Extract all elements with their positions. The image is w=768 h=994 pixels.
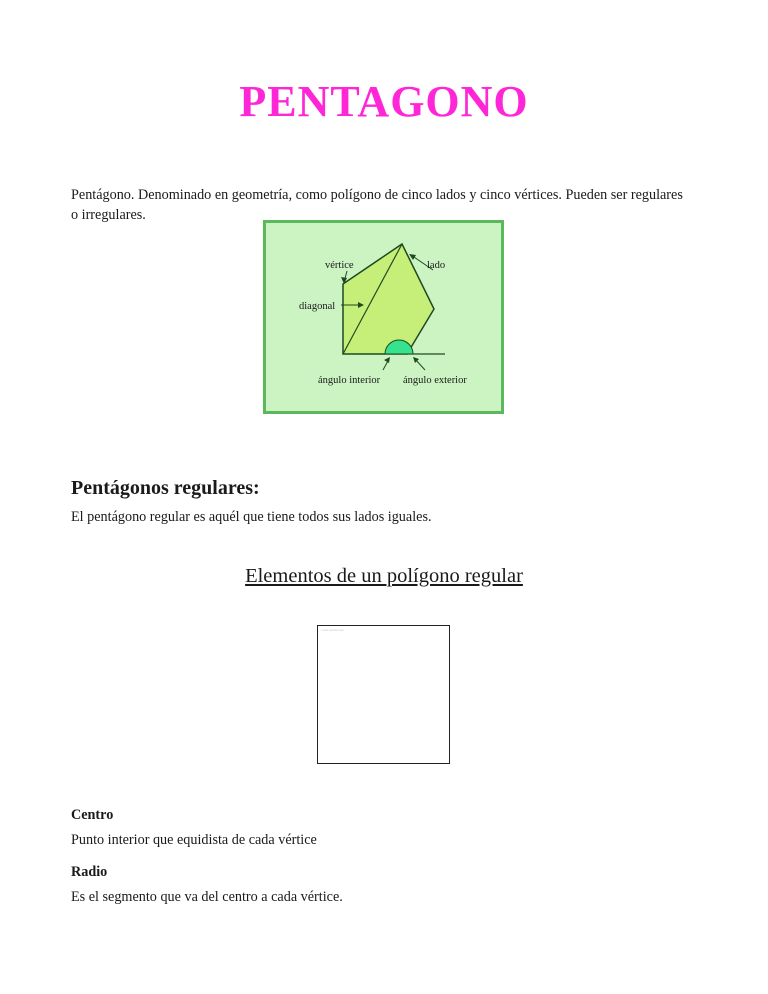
image-caption: ▪ ▪▪▪▪▪ ▪▪▪▪▪▪▪▪ ▪▪▪▪▪ — [321, 628, 344, 632]
pentagon-diagram — [263, 220, 504, 414]
label-angulo-exterior: ángulo exterior — [403, 375, 467, 386]
regulares-paragraph: El pentágono regular es aquél que tiene todos sus lados iguales. — [71, 509, 432, 525]
intro-paragraph: Pentágono. Denominado en geometría, como polígono de cinco lados y cinco vértices. Pueden ser regulares o irregulares. — [71, 187, 683, 223]
label-angulo-interior: ángulo interior — [318, 375, 381, 386]
term-centro: Centro — [71, 807, 114, 823]
label-vertice: vértice — [325, 260, 354, 271]
page-title: PENTAGONO — [239, 77, 529, 126]
section-heading-elementos: Elementos de un polígono regular — [245, 565, 523, 587]
label-lado: lado — [427, 260, 446, 271]
definition-centro: Punto interior que equidista de cada vértice — [71, 832, 317, 848]
term-radio: Radio — [71, 864, 108, 880]
definition-radio: Es el segmento que va del centro a cada vértice. — [71, 889, 343, 905]
section-heading-regulares: Pentágonos regulares: — [71, 477, 260, 499]
label-diagonal: diagonal — [299, 301, 336, 312]
regular-polygon-image-placeholder — [317, 625, 450, 764]
